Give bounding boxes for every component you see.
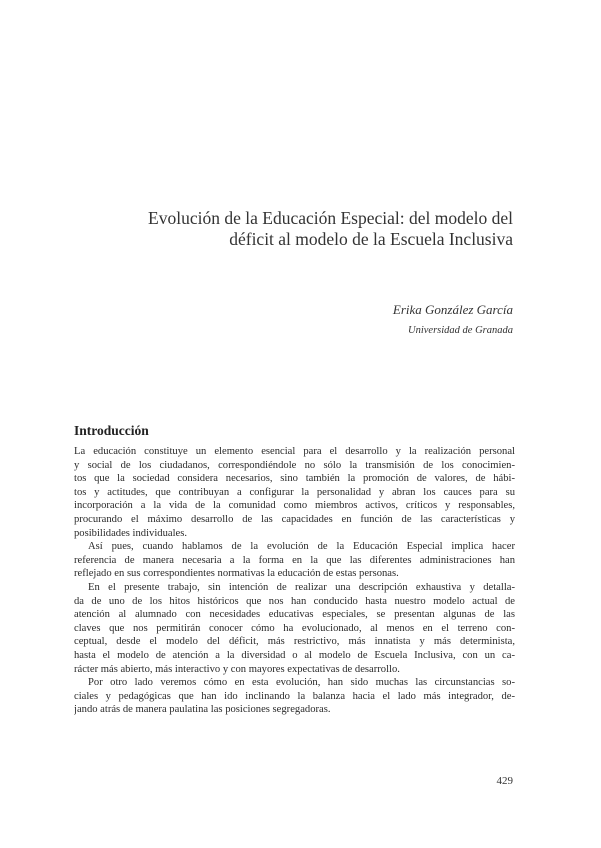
- text-line: jando atrás de manera paulatina las posiciones segregadoras.: [74, 704, 331, 716]
- text-line: rácter más abierto, más interactivo y con mayores expectativas de desarrollo.: [74, 663, 400, 675]
- text-line: Por otro lado veremos cómo en esta evolución, han sido muchas las circunstancias so-: [88, 677, 515, 689]
- article-title: [93, 208, 513, 250]
- text-line: En el presente trabajo, sin intención de realizar una descripción exhaustiva y detalla-: [88, 581, 515, 593]
- text-line: La educación constituye un elemento esencial para el desarrollo y la realización personal: [74, 446, 515, 457]
- page-number: 429: [496, 775, 513, 787]
- text-line: tos que la sociedad considera necesarios, sino también la promoción de valores, de hábi-: [74, 473, 515, 485]
- title-line: Evolución de la Educación Especial: del modelo del: [148, 208, 513, 228]
- text-line: hasta el modelo de atención a la diversidad o al modelo de Escuela Inclusiva, con un ca-: [74, 649, 515, 661]
- text-line: tos y actitudes, que contribuyan a configurar la personalidad y abran los cauces para su: [74, 486, 515, 498]
- section-heading: Introducción: [74, 423, 149, 438]
- text-line: reflejado en sus correspondientes normativas la educación de estas personas.: [74, 568, 399, 580]
- text-line: procurando el máximo desarrollo de las capacidades en función de las características y: [74, 513, 515, 525]
- author-affiliation: Universidad de Granada: [408, 325, 513, 336]
- text-line: claves que nos permitirán conocer cómo ha evolucionado, al menos en el terreno con-: [74, 622, 515, 634]
- author-name: Erika González García: [392, 302, 513, 317]
- body-text: [74, 445, 515, 717]
- text-line: incorporación a la vida de la comunidad como miembros activos, críticos y responsables,: [74, 500, 515, 512]
- text-line: da de uno de los hitos históricos que nos han conducido hasta nuestro modelo actual de: [74, 595, 515, 607]
- text-line: atención al alumnado con necesidades educativas especiales, se presentan algunas de las: [74, 609, 515, 621]
- title-line: déficit al modelo de la Escuela Inclusiva: [229, 229, 513, 249]
- text-line: Así pues, cuando hablamos de la evolución de la Educación Especial implica hacer: [88, 541, 515, 553]
- text-line: posibilidades individuales.: [74, 527, 187, 539]
- text-line: ceptual, desde el modelo del déficit, más restrictivo, más innatista y más determinista,: [74, 636, 515, 648]
- text-line: y social de los ciudadanos, correspondiéndole no sólo la transmisión de los conocimien-: [74, 459, 515, 471]
- text-line: referencia de manera necesaria a la forma en la que las diferentes administraciones han: [74, 554, 515, 566]
- text-line: ciales y pedagógicas que han ido inclinando la balanza hacia el lado más integrador, de-: [74, 690, 515, 702]
